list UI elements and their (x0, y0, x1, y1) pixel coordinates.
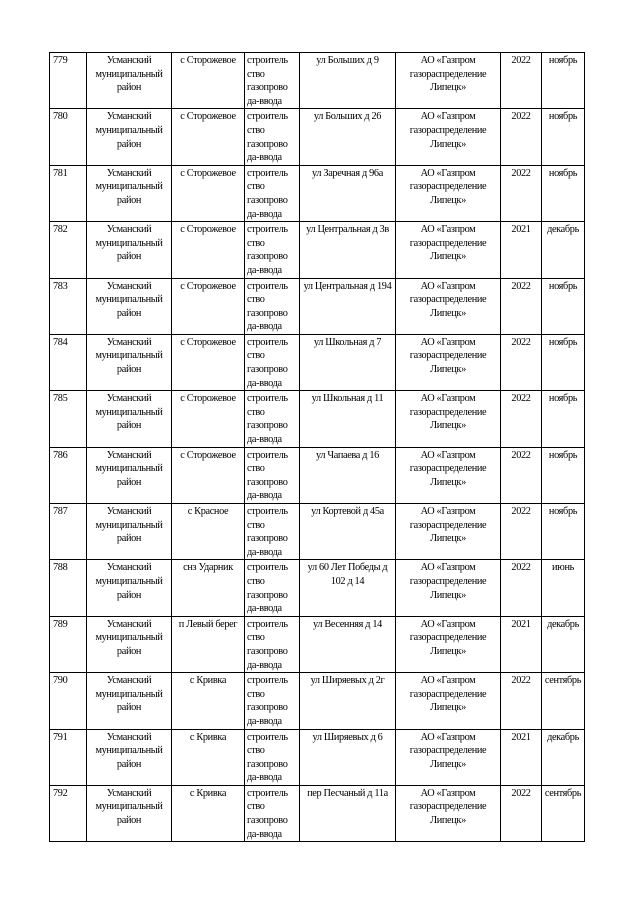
settlement-cell: с Кривка (172, 673, 245, 729)
row-number: 790 (50, 673, 87, 729)
table-row (50, 278, 585, 334)
address-cell: ул Кортевой д 45а (300, 504, 396, 560)
year-cell: 2022 (501, 334, 542, 390)
table-row (50, 729, 585, 785)
address-cell: ул Центральная д 3в (300, 222, 396, 278)
address-cell: ул Центральная д 194 (300, 278, 396, 334)
year-cell: 2022 (501, 109, 542, 165)
table-row (50, 616, 585, 672)
year-cell: 2022 (501, 278, 542, 334)
year-cell: 2022 (501, 504, 542, 560)
address-cell: ул Заречная д 96а (300, 165, 396, 221)
table-row (50, 785, 585, 841)
work-type-cell: строитель ство газопрово да-ввода (245, 391, 300, 447)
year-cell: 2022 (501, 165, 542, 221)
settlement-cell: снз Ударник (172, 560, 245, 616)
row-number: 788 (50, 560, 87, 616)
district-cell: Усманский муниципальный район (87, 673, 172, 729)
district-cell: Усманский муниципальный район (87, 334, 172, 390)
table-row (50, 391, 585, 447)
table-row (50, 673, 585, 729)
district-cell: Усманский муниципальный район (87, 222, 172, 278)
organization-cell: АО «Газпром газораспределение Липецк» (396, 673, 501, 729)
work-type-cell: строитель ство газопрово да-ввода (245, 785, 300, 841)
row-number: 784 (50, 334, 87, 390)
month-cell: ноябрь (542, 278, 585, 334)
gasification-table (49, 52, 585, 842)
year-cell: 2022 (501, 391, 542, 447)
work-type-cell: строитель ство газопрово да-ввода (245, 616, 300, 672)
settlement-cell: с Сторожевое (172, 334, 245, 390)
month-cell: ноябрь (542, 504, 585, 560)
settlement-cell: с Сторожевое (172, 278, 245, 334)
organization-cell: АО «Газпром газораспределение Липецк» (396, 504, 501, 560)
organization-cell: АО «Газпром газораспределение Липецк» (396, 447, 501, 503)
month-cell: декабрь (542, 616, 585, 672)
table-row (50, 109, 585, 165)
work-type-cell: строитель ство газопрово да-ввода (245, 53, 300, 109)
address-cell: ул 60 Лет Победы д 102 д 14 (300, 560, 396, 616)
month-cell: сентябрь (542, 785, 585, 841)
address-cell: пер Песчаный д 11а (300, 785, 396, 841)
address-cell: ул Больших д 26 (300, 109, 396, 165)
table-row (50, 222, 585, 278)
settlement-cell: с Кривка (172, 729, 245, 785)
organization-cell: АО «Газпром газораспределение Липецк» (396, 391, 501, 447)
month-cell: декабрь (542, 222, 585, 278)
organization-cell: АО «Газпром газораспределение Липецк» (396, 785, 501, 841)
organization-cell: АО «Газпром газораспределение Липецк» (396, 109, 501, 165)
district-cell: Усманский муниципальный район (87, 785, 172, 841)
work-type-cell: строитель ство газопрово да-ввода (245, 560, 300, 616)
month-cell: декабрь (542, 729, 585, 785)
district-cell: Усманский муниципальный район (87, 109, 172, 165)
address-cell: ул Ширяевых д 2г (300, 673, 396, 729)
month-cell: сентябрь (542, 673, 585, 729)
row-number: 783 (50, 278, 87, 334)
table-body (50, 53, 585, 842)
row-number: 779 (50, 53, 87, 109)
district-cell: Усманский муниципальный район (87, 560, 172, 616)
month-cell: ноябрь (542, 53, 585, 109)
month-cell: ноябрь (542, 334, 585, 390)
table-row (50, 447, 585, 503)
district-cell: Усманский муниципальный район (87, 447, 172, 503)
district-cell: Усманский муниципальный район (87, 53, 172, 109)
row-number: 781 (50, 165, 87, 221)
district-cell: Усманский муниципальный район (87, 729, 172, 785)
organization-cell: АО «Газпром газораспределение Липецк» (396, 729, 501, 785)
month-cell: июнь (542, 560, 585, 616)
year-cell: 2022 (501, 560, 542, 616)
organization-cell: АО «Газпром газораспределение Липецк» (396, 165, 501, 221)
address-cell: ул Больших д 9 (300, 53, 396, 109)
district-cell: Усманский муниципальный район (87, 278, 172, 334)
work-type-cell: строитель ство газопрово да-ввода (245, 673, 300, 729)
settlement-cell: с Сторожевое (172, 391, 245, 447)
address-cell: ул Чапаева д 16 (300, 447, 396, 503)
table-row (50, 560, 585, 616)
work-type-cell: строитель ство газопрово да-ввода (245, 222, 300, 278)
row-number: 787 (50, 504, 87, 560)
settlement-cell: п Левый берег (172, 616, 245, 672)
year-cell: 2021 (501, 222, 542, 278)
settlement-cell: с Сторожевое (172, 222, 245, 278)
settlement-cell: с Красное (172, 504, 245, 560)
work-type-cell: строитель ство газопрово да-ввода (245, 165, 300, 221)
row-number: 789 (50, 616, 87, 672)
work-type-cell: строитель ство газопрово да-ввода (245, 504, 300, 560)
settlement-cell: с Сторожевое (172, 109, 245, 165)
work-type-cell: строитель ство газопрово да-ввода (245, 729, 300, 785)
organization-cell: АО «Газпром газораспределение Липецк» (396, 560, 501, 616)
district-cell: Усманский муниципальный район (87, 616, 172, 672)
row-number: 780 (50, 109, 87, 165)
row-number: 786 (50, 447, 87, 503)
year-cell: 2022 (501, 785, 542, 841)
work-type-cell: строитель ство газопрово да-ввода (245, 278, 300, 334)
work-type-cell: строитель ство газопрово да-ввода (245, 109, 300, 165)
year-cell: 2021 (501, 729, 542, 785)
district-cell: Усманский муниципальный район (87, 391, 172, 447)
month-cell: ноябрь (542, 165, 585, 221)
work-type-cell: строитель ство газопрово да-ввода (245, 334, 300, 390)
organization-cell: АО «Газпром газораспределение Липецк» (396, 222, 501, 278)
row-number: 791 (50, 729, 87, 785)
address-cell: ул Весенняя д 14 (300, 616, 396, 672)
settlement-cell: с Сторожевое (172, 447, 245, 503)
organization-cell: АО «Газпром газораспределение Липецк» (396, 334, 501, 390)
year-cell: 2022 (501, 673, 542, 729)
row-number: 785 (50, 391, 87, 447)
table-row (50, 334, 585, 390)
address-cell: ул Ширяевых д 6 (300, 729, 396, 785)
row-number: 782 (50, 222, 87, 278)
table-row (50, 504, 585, 560)
work-type-cell: строитель ство газопрово да-ввода (245, 447, 300, 503)
district-cell: Усманский муниципальный район (87, 504, 172, 560)
row-number: 792 (50, 785, 87, 841)
year-cell: 2021 (501, 616, 542, 672)
address-cell: ул Школьная д 7 (300, 334, 396, 390)
settlement-cell: с Сторожевое (172, 53, 245, 109)
address-cell: ул Школьная д 11 (300, 391, 396, 447)
table-row (50, 53, 585, 109)
month-cell: ноябрь (542, 109, 585, 165)
table-row (50, 165, 585, 221)
month-cell: ноябрь (542, 447, 585, 503)
organization-cell: АО «Газпром газораспределение Липецк» (396, 53, 501, 109)
settlement-cell: с Сторожевое (172, 165, 245, 221)
district-cell: Усманский муниципальный район (87, 165, 172, 221)
organization-cell: АО «Газпром газораспределение Липецк» (396, 616, 501, 672)
organization-cell: АО «Газпром газораспределение Липецк» (396, 278, 501, 334)
year-cell: 2022 (501, 53, 542, 109)
month-cell: ноябрь (542, 391, 585, 447)
year-cell: 2022 (501, 447, 542, 503)
settlement-cell: с Кривка (172, 785, 245, 841)
